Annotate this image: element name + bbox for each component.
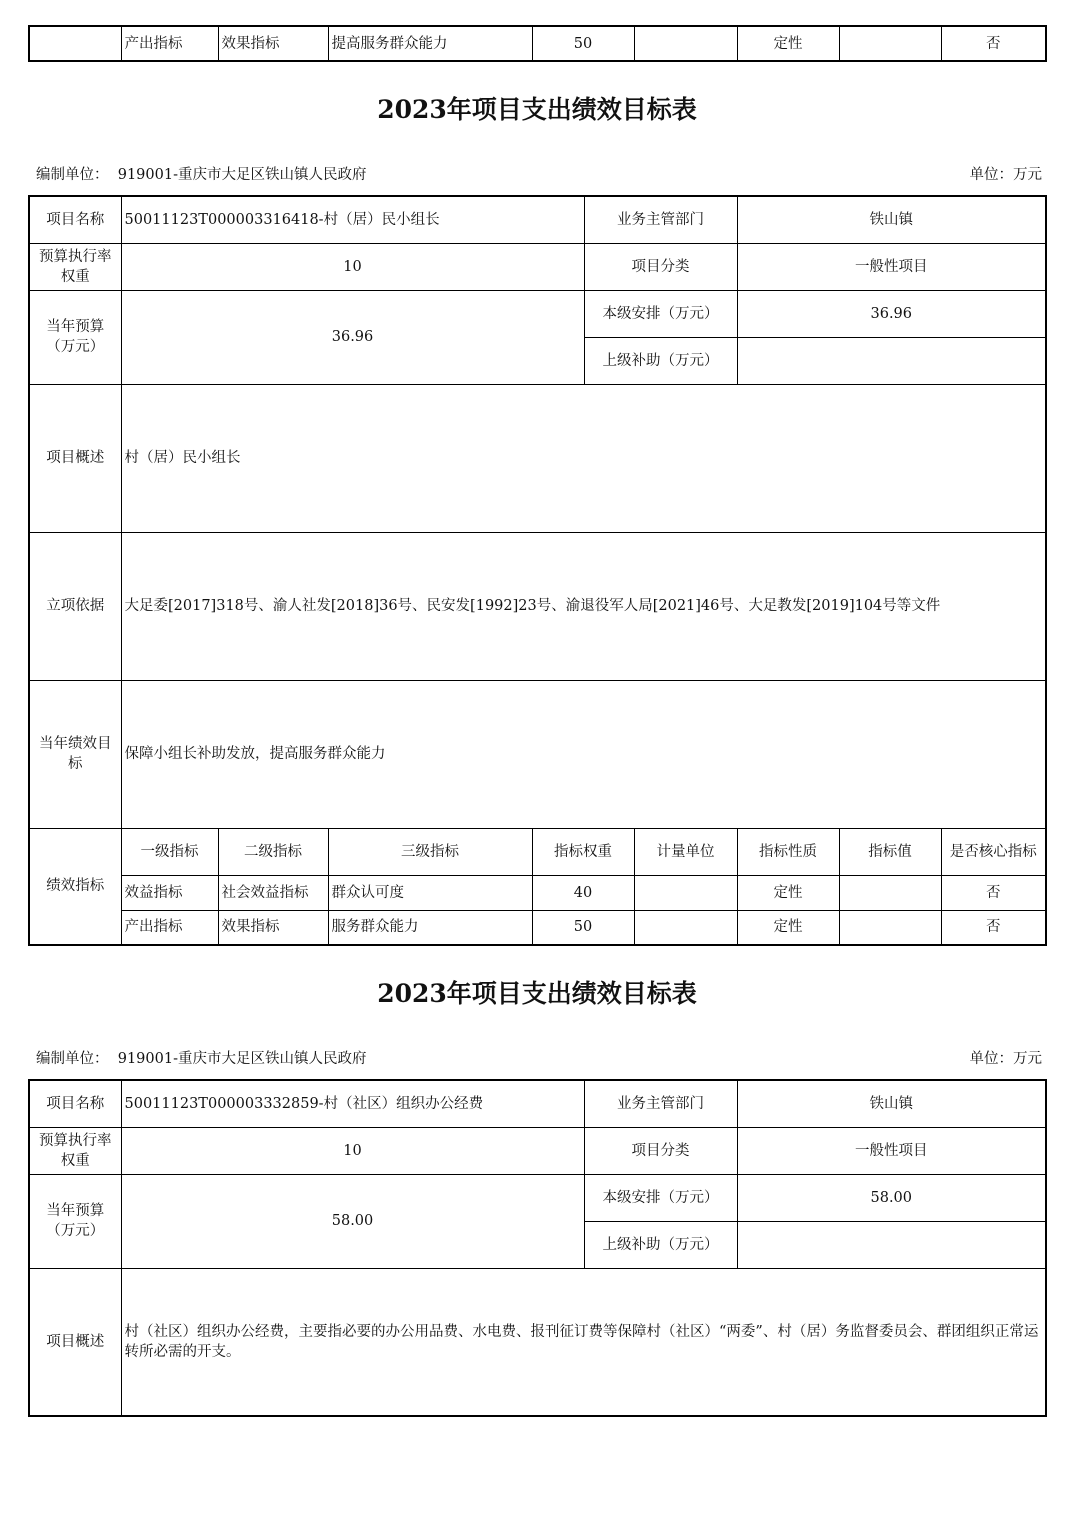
label-exec-rate: 预算执行率权重 [29,1127,121,1174]
label-upper: 上级补助（万元） [584,337,737,384]
level1-indicator: 效益指标 [121,875,218,910]
org-line [36,163,366,184]
label-goal: 当年绩效目标 [29,680,121,828]
category-value: 一般性项目 [737,1127,1046,1174]
row-project-name [29,1080,1046,1127]
budget-total-value: 36.96 [121,290,584,384]
label-budget: 当年预算（万元） [29,1174,121,1268]
label-exec-rate: 预算执行率权重 [29,243,121,290]
indicator-nature: 定性 [737,26,839,61]
indicator-row [29,910,1046,945]
is-core-indicator: 否 [941,875,1046,910]
level3-indicator: 提高服务群众能力 [328,26,532,61]
org-line [36,1047,366,1068]
page-title: 2023年项目支出绩效目标表 [377,95,697,124]
row-goal [29,680,1046,828]
dept-value: 铁山镇 [737,1080,1046,1127]
upper-value [737,337,1046,384]
header-nature: 指标性质 [737,828,839,875]
performance-table [28,1079,1047,1417]
page-title: 2023年项目支出绩效目标表 [377,979,697,1008]
level1-indicator: 产出指标 [121,26,218,61]
label-overview: 项目概述 [29,384,121,532]
row-project-name [29,196,1046,243]
row-overview [29,384,1046,532]
indicator-weight: 50 [532,910,634,945]
label-dept: 业务主管部门 [584,196,737,243]
budget-total-value: 58.00 [121,1174,584,1268]
level3-indicator: 群众认可度 [328,875,532,910]
header-core: 是否核心指标 [941,828,1046,875]
header-level2: 二级指标 [218,828,328,875]
project-name-value: 50011123T000003332859-村（社区）组织办公经费 [121,1080,584,1127]
measure-unit [634,26,737,61]
local-value: 36.96 [737,290,1046,337]
indicator-nature: 定性 [737,910,839,945]
label-overview: 项目概述 [29,1268,121,1416]
indicator-row [29,26,1046,61]
label-local: 本级安排（万元） [584,290,737,337]
previous-table-fragment [28,25,1047,62]
header-level1: 一级指标 [121,828,218,875]
category-value: 一般性项目 [737,243,1046,290]
is-core-indicator: 否 [941,910,1046,945]
label-project-name: 项目名称 [29,196,121,243]
indicator-value [839,26,941,61]
header-unit: 计量单位 [634,828,737,875]
upper-value [737,1221,1046,1268]
indicator-value [839,910,941,945]
label-local: 本级安排（万元） [584,1174,737,1221]
measure-unit [634,875,737,910]
goal-value: 保障小组长补助发放，提高服务群众能力 [121,680,1046,828]
level3-indicator: 服务群众能力 [328,910,532,945]
indicator-header-row [29,828,1046,875]
measure-unit [634,910,737,945]
performance-table [28,195,1047,946]
header-level3: 三级指标 [328,828,532,875]
indicator-nature: 定性 [737,875,839,910]
row-overview [29,1268,1046,1416]
is-core-indicator: 否 [941,26,1046,61]
header-weight: 指标权重 [532,828,634,875]
basis-value: 大足委[2017]318号、渝人社发[2018]36号、民安发[1992]23号、渝退役军人局[2021]46号、大足教发[2019]104号等文件 [121,532,1046,680]
exec-weight-value: 10 [121,1127,584,1174]
cell [29,26,121,61]
org-value: 919001-重庆市大足区铁山镇人民政府 [117,167,367,183]
overview-value: 村（居）民小组长 [121,384,1046,532]
label-category: 项目分类 [584,243,737,290]
org-value: 919001-重庆市大足区铁山镇人民政府 [117,1051,367,1067]
label-upper: 上级补助（万元） [584,1221,737,1268]
overview-value: 村（社区）组织办公经费，主要指必要的办公用品费、水电费、报刊征订费等保障村（社区）“两委”、村（居）务监督委员会、群团组织正常运转所必需的开支。 [121,1268,1046,1416]
unit-label: 单位：万元 [969,167,1042,183]
indicator-weight: 50 [532,26,634,61]
row-budget-local [29,290,1046,337]
row-basis [29,532,1046,680]
label-category: 项目分类 [584,1127,737,1174]
label-budget: 当年预算（万元） [29,290,121,384]
level2-indicator: 效果指标 [218,26,328,61]
dept-value: 铁山镇 [737,196,1046,243]
row-budget-local [29,1174,1046,1221]
exec-weight-value: 10 [121,243,584,290]
level2-indicator: 效果指标 [218,910,328,945]
label-dept: 业务主管部门 [584,1080,737,1127]
level1-indicator: 产出指标 [121,910,218,945]
local-value: 58.00 [737,1174,1046,1221]
label-basis: 立项依据 [29,532,121,680]
project-name-value: 50011123T000003316418-村（居）民小组长 [121,196,584,243]
level2-indicator: 社会效益指标 [218,875,328,910]
indicator-weight: 40 [532,875,634,910]
header-value: 指标值 [839,828,941,875]
label-indicators: 绩效指标 [29,828,121,945]
unit-label: 单位：万元 [969,1051,1042,1067]
org-label: 编制单位： [36,167,109,183]
row-exec-rate [29,243,1046,290]
label-project-name: 项目名称 [29,1080,121,1127]
indicator-value [839,875,941,910]
row-exec-rate [29,1127,1046,1174]
indicator-row [29,875,1046,910]
org-label: 编制单位： [36,1051,109,1067]
